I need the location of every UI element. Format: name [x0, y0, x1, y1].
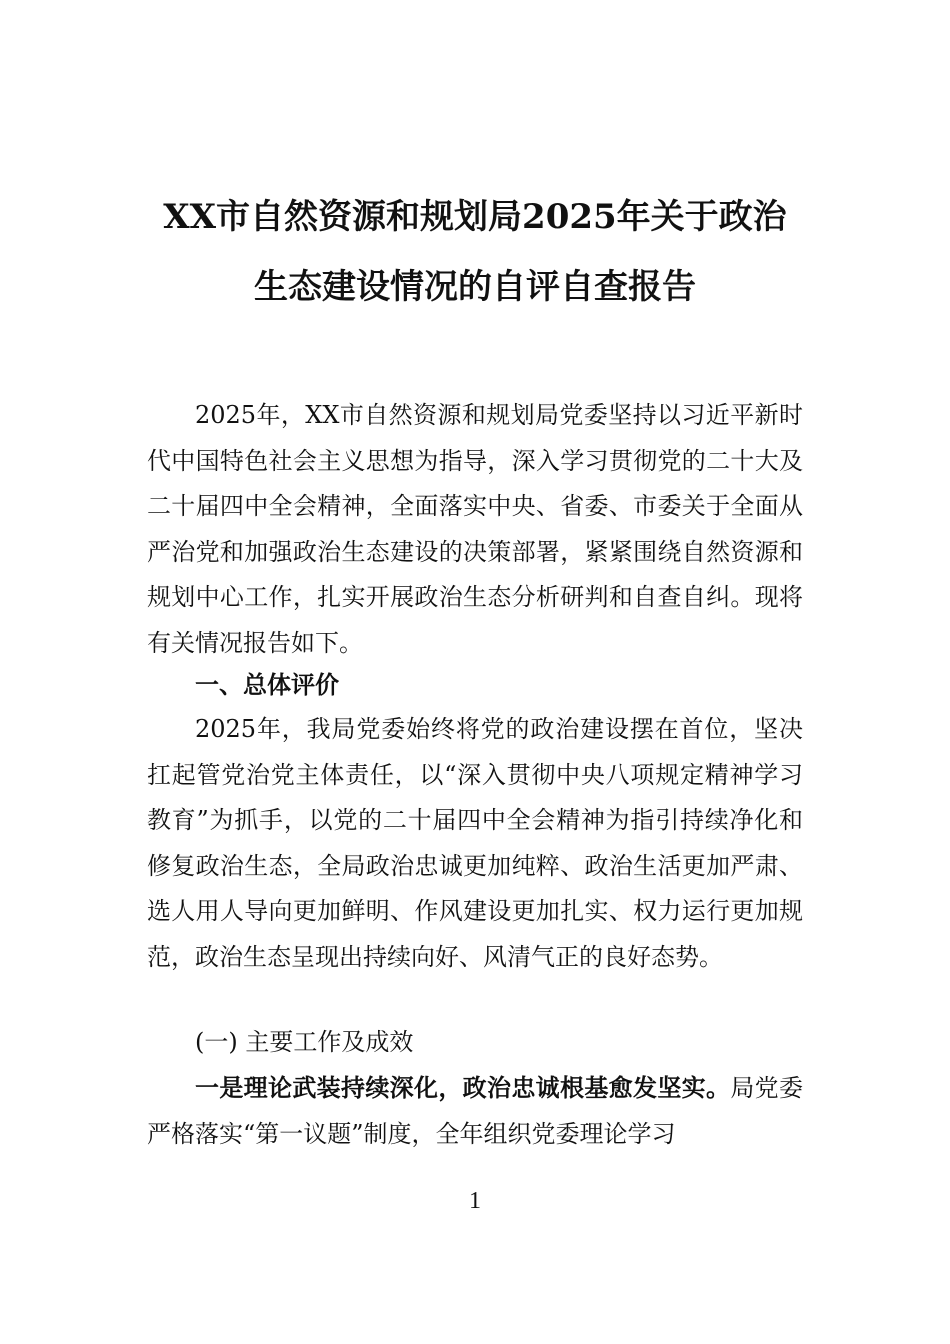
document-title-line-2: 生态建设情况的自评自查报告	[254, 267, 696, 307]
document-title-line-1: XX市自然资源和规划局2025年关于政治	[163, 197, 787, 237]
subsection-heading-main-work: (一) 主要工作及成效	[195, 1028, 414, 1056]
point-one-lead: 一是理论武装持续深化，政治忠诚根基愈发坚实。	[195, 1073, 731, 1102]
page-number: 1	[469, 1188, 481, 1214]
point-one-text: 局党委严格落实“第一议题”制度，全年组织党委理论学习	[147, 1074, 804, 1148]
intro-paragraph: 2025年，XX市自然资源和规划局党委坚持以习近平新时代中国特色社会主义思想为指导，深入学习贯彻党的二十大及二十届四中全会精神，全面落实中央、省委、市委关于全面从严治党和加强政治生态建设的决策部署，紧紧围绕自然资源和规划中心工作，扎实开展政治生态分析研判和自查自纠。现将有关情况报告如下。	[147, 401, 803, 657]
point-one-paragraph	[147, 1065, 803, 1157]
section-heading-overall-evaluation: 一、总体评价	[195, 671, 339, 699]
overall-evaluation-paragraph: 2025年，我局党委始终将党的政治建设摆在首位，坚决扛起管党治党主体责任，以“深入贯彻中央八项规定精神学习教育”为抓手，以党的二十届四中全会精神为指引持续净化和修复政治生态，全局政治忠诚更加纯粹、政治生活更加严肃、选人用人导向更加鲜明、作风建设更加扎实、权力运行更加规范，政治生态呈现出持续向好、风清气正的良好态势。	[147, 715, 803, 971]
